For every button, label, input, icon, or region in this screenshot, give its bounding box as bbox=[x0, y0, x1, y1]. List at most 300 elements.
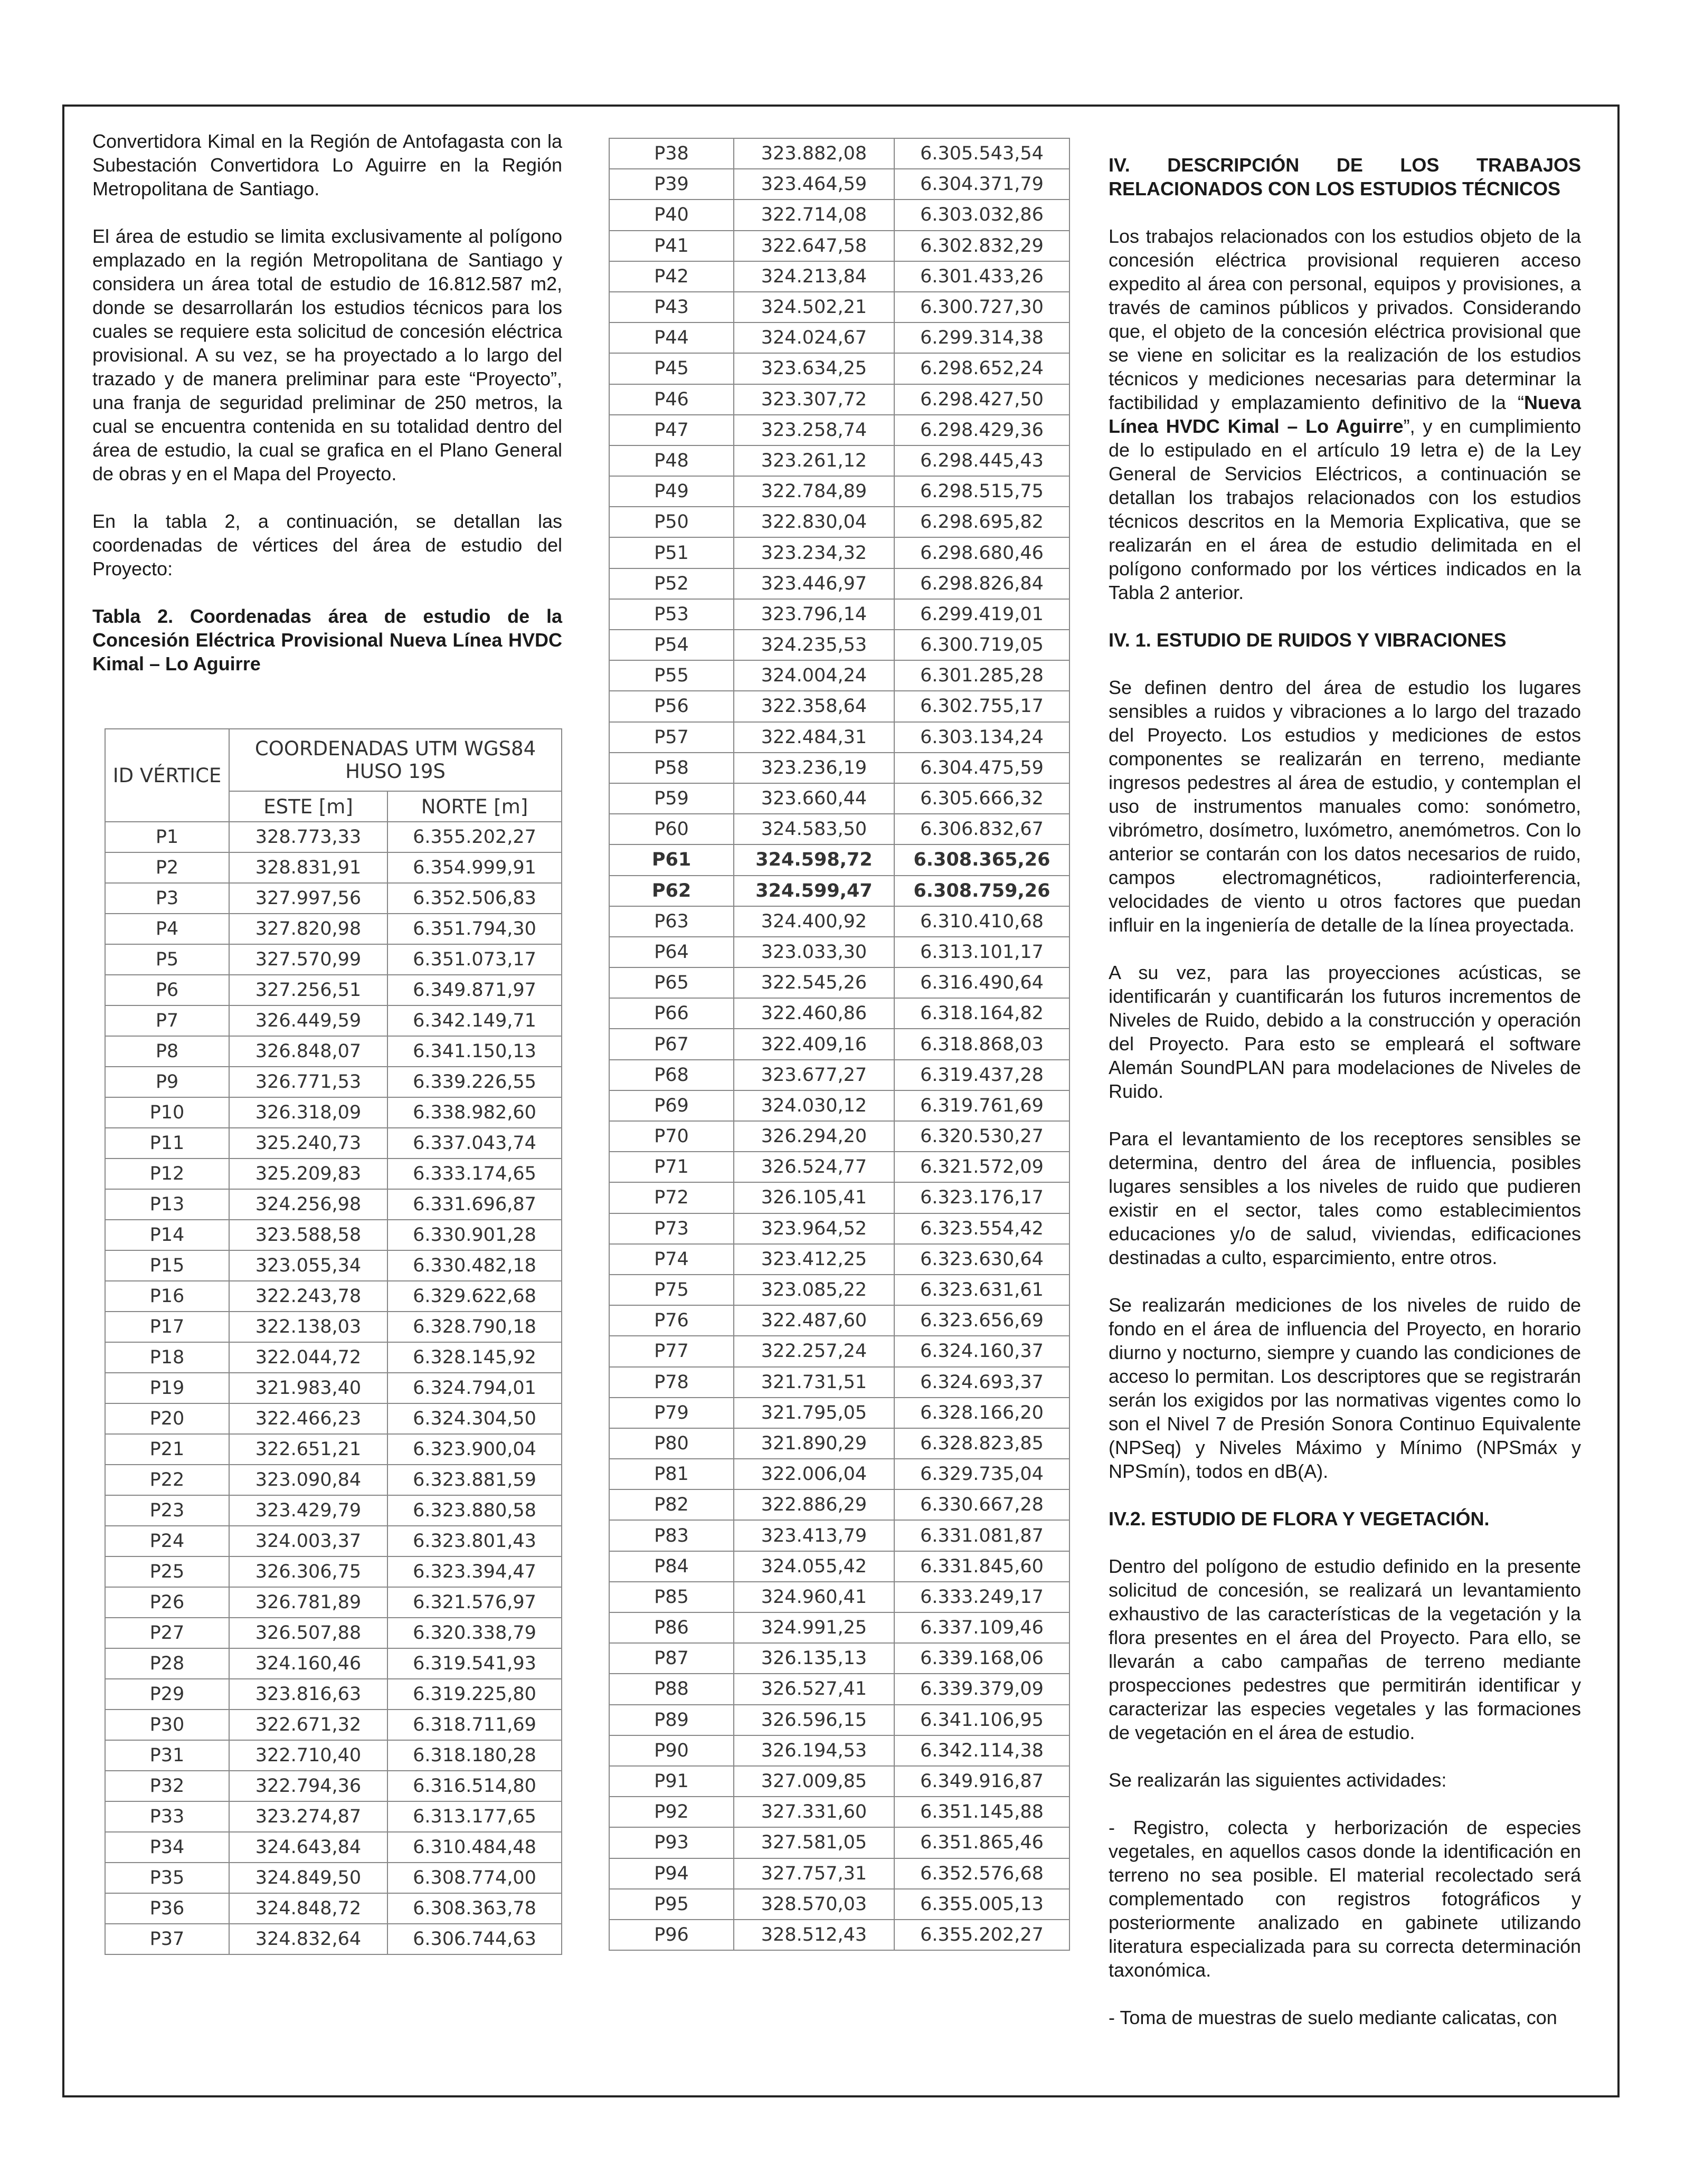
este-cell: 321.890,29 bbox=[734, 1428, 894, 1459]
este-cell: 327.820,98 bbox=[229, 914, 387, 944]
norte-cell: 6.328.823,85 bbox=[894, 1428, 1069, 1459]
table-row bbox=[609, 630, 1069, 660]
norte-cell: 6.304.475,59 bbox=[894, 753, 1069, 783]
vertex-id-cell: P9 bbox=[105, 1067, 229, 1097]
norte-cell: 6.319.761,69 bbox=[894, 1090, 1069, 1121]
vertex-id-cell: P4 bbox=[105, 914, 229, 944]
este-cell: 326.781,89 bbox=[229, 1587, 387, 1618]
norte-cell: 6.310.410,68 bbox=[894, 906, 1069, 937]
norte-cell: 6.329.735,04 bbox=[894, 1459, 1069, 1489]
este-cell: 326.524,77 bbox=[734, 1152, 894, 1182]
este-cell: 323.796,14 bbox=[734, 599, 894, 630]
table-row bbox=[105, 1832, 562, 1863]
vertex-id-cell: P1 bbox=[105, 822, 229, 852]
table-row bbox=[105, 1159, 562, 1189]
table-row bbox=[105, 852, 562, 883]
table-row bbox=[105, 1495, 562, 1526]
vertex-id-cell: P10 bbox=[105, 1097, 229, 1128]
vertex-id-cell: P32 bbox=[105, 1771, 229, 1801]
table-row bbox=[609, 783, 1069, 814]
norte-cell: 6.305.543,54 bbox=[894, 138, 1069, 169]
table-row bbox=[609, 1121, 1069, 1152]
table-row bbox=[105, 1465, 562, 1495]
left-column bbox=[92, 129, 562, 676]
este-cell: 326.294,20 bbox=[734, 1121, 894, 1152]
norte-cell: 6.355.202,27 bbox=[387, 822, 562, 852]
table-row bbox=[609, 1643, 1069, 1674]
norte-cell: 6.301.433,26 bbox=[894, 261, 1069, 292]
vertex-id-cell: P11 bbox=[105, 1128, 229, 1159]
este-cell: 326.527,41 bbox=[734, 1674, 894, 1704]
este-cell: 323.085,22 bbox=[734, 1275, 894, 1305]
norte-cell: 6.324.794,01 bbox=[387, 1373, 562, 1403]
vertex-id-cell: P24 bbox=[105, 1526, 229, 1556]
este-cell: 323.677,27 bbox=[734, 1060, 894, 1090]
table-row bbox=[609, 1459, 1069, 1489]
norte-cell: 6.323.631,61 bbox=[894, 1275, 1069, 1305]
table-row bbox=[609, 1336, 1069, 1366]
table-row bbox=[105, 1587, 562, 1618]
norte-cell: 6.351.794,30 bbox=[387, 914, 562, 944]
este-cell: 323.236,19 bbox=[734, 753, 894, 783]
norte-cell: 6.300.719,05 bbox=[894, 630, 1069, 660]
table-row bbox=[609, 599, 1069, 630]
norte-cell: 6.320.338,79 bbox=[387, 1618, 562, 1648]
este-cell: 326.771,53 bbox=[229, 1067, 387, 1097]
norte-cell: 6.313.101,17 bbox=[894, 937, 1069, 967]
table-row bbox=[609, 537, 1069, 568]
norte-cell: 6.298.826,84 bbox=[894, 568, 1069, 599]
table-row bbox=[609, 1889, 1069, 1920]
table-row bbox=[609, 660, 1069, 691]
este-cell: 324.055,42 bbox=[734, 1551, 894, 1582]
table-row bbox=[105, 1097, 562, 1128]
table-row bbox=[609, 1029, 1069, 1059]
vertex-id-cell: P8 bbox=[105, 1036, 229, 1067]
vertex-id-cell: P39 bbox=[609, 169, 734, 200]
right-column bbox=[1109, 153, 1581, 2029]
vertex-id-cell: P13 bbox=[105, 1189, 229, 1220]
norte-cell: 6.352.506,83 bbox=[387, 883, 562, 914]
norte-cell: 6.318.868,03 bbox=[894, 1029, 1069, 1059]
norte-cell: 6.321.576,97 bbox=[387, 1587, 562, 1618]
table-row bbox=[609, 844, 1069, 875]
norte-cell: 6.321.572,09 bbox=[894, 1152, 1069, 1182]
vertex-id-cell: P30 bbox=[105, 1710, 229, 1740]
norte-cell: 6.308.363,78 bbox=[387, 1893, 562, 1924]
vertex-id-cell: P14 bbox=[105, 1220, 229, 1250]
vertex-id-cell: P91 bbox=[609, 1766, 734, 1797]
table-row bbox=[609, 1275, 1069, 1305]
este-cell: 324.583,50 bbox=[734, 814, 894, 844]
vertex-id-cell: P7 bbox=[105, 1005, 229, 1036]
norte-cell: 6.330.667,28 bbox=[894, 1489, 1069, 1520]
vertex-id-cell: P16 bbox=[105, 1281, 229, 1312]
table-row bbox=[105, 1189, 562, 1220]
vertex-id-cell: P65 bbox=[609, 967, 734, 998]
vertex-id-cell: P25 bbox=[105, 1556, 229, 1587]
vertex-id-cell: P28 bbox=[105, 1648, 229, 1679]
vertex-id-cell: P42 bbox=[609, 261, 734, 292]
table-row bbox=[609, 1213, 1069, 1244]
works-text-project-name: Nueva Línea HVDC Kimal – Lo Aguirre bbox=[1109, 392, 1581, 437]
vertex-id-cell: P84 bbox=[609, 1551, 734, 1582]
table-row bbox=[609, 1766, 1069, 1797]
este-cell: 324.848,72 bbox=[229, 1893, 387, 1924]
norte-cell: 6.352.576,68 bbox=[894, 1858, 1069, 1889]
vertex-id-cell: P33 bbox=[105, 1801, 229, 1832]
vertex-id-cell: P47 bbox=[609, 415, 734, 445]
este-cell: 322.006,04 bbox=[734, 1459, 894, 1489]
norte-cell: 6.308.365,26 bbox=[894, 844, 1069, 875]
table-row bbox=[609, 1612, 1069, 1643]
paragraph-activity-registro: - Registro, colecta y herborización de especies vegetales, en aquellos casos donde la identificación en terreno no sea posible. El material recolectado será complementado con registros fotográficos y posteriormente analizado en gabinete utilizando literatura especializada para su correcta determinación taxonómica. bbox=[1109, 1817, 1581, 1981]
table-row bbox=[105, 1863, 562, 1893]
vertex-id-cell: P50 bbox=[609, 507, 734, 537]
norte-cell: 6.324.693,37 bbox=[894, 1367, 1069, 1398]
este-cell: 327.256,51 bbox=[229, 975, 387, 1005]
norte-cell: 6.349.871,97 bbox=[387, 975, 562, 1005]
vertex-id-cell: P37 bbox=[105, 1924, 229, 1954]
table-row bbox=[105, 975, 562, 1005]
este-cell: 327.009,85 bbox=[734, 1766, 894, 1797]
vertex-id-cell: P61 bbox=[609, 844, 734, 875]
este-cell: 324.598,72 bbox=[734, 844, 894, 875]
table-row bbox=[609, 169, 1069, 200]
vertex-id-cell: P56 bbox=[609, 691, 734, 721]
vertex-id-cell: P76 bbox=[609, 1305, 734, 1336]
table-row bbox=[609, 937, 1069, 967]
norte-cell: 6.303.134,24 bbox=[894, 722, 1069, 753]
table-row bbox=[609, 1060, 1069, 1090]
table-caption: Tabla 2. Coordenadas área de estudio de la Concesión Eléctrica Provisional Nueva Línea HVDC Kimal – Lo Aguirre bbox=[92, 605, 562, 675]
vertex-id-cell: P87 bbox=[609, 1643, 734, 1674]
este-cell: 326.306,75 bbox=[229, 1556, 387, 1587]
este-cell: 323.258,74 bbox=[734, 415, 894, 445]
vertex-id-cell: P48 bbox=[609, 445, 734, 476]
norte-cell: 6.333.249,17 bbox=[894, 1582, 1069, 1612]
vertex-id-cell: P53 bbox=[609, 599, 734, 630]
norte-cell: 6.323.176,17 bbox=[894, 1182, 1069, 1213]
norte-cell: 6.319.437,28 bbox=[894, 1060, 1069, 1090]
norte-cell: 6.323.900,04 bbox=[387, 1434, 562, 1465]
este-cell: 322.784,89 bbox=[734, 476, 894, 507]
table-row bbox=[609, 1551, 1069, 1582]
vertex-id-cell: P82 bbox=[609, 1489, 734, 1520]
norte-cell: 6.319.225,80 bbox=[387, 1679, 562, 1710]
este-cell: 322.460,86 bbox=[734, 998, 894, 1029]
este-cell: 322.647,58 bbox=[734, 231, 894, 261]
table-row bbox=[609, 1858, 1069, 1889]
este-cell: 322.710,40 bbox=[229, 1740, 387, 1771]
paragraph-acoustic-projections: A su vez, para las proyecciones acústicas, se identificarán y cuantificarán los futuros incrementos de Niveles de Ruido, debido a la construcción y operación del Proyecto. Para esto se empleará el software Alemán SoundPLAN para modelaciones de Niveles de Ruido. bbox=[1109, 962, 1581, 1102]
norte-cell: 6.308.774,00 bbox=[387, 1863, 562, 1893]
table-row bbox=[609, 967, 1069, 998]
table-row bbox=[609, 507, 1069, 537]
este-cell: 322.545,26 bbox=[734, 967, 894, 998]
vertex-id-cell: P79 bbox=[609, 1398, 734, 1428]
norte-cell: 6.306.832,67 bbox=[894, 814, 1069, 844]
norte-cell: 6.310.484,48 bbox=[387, 1832, 562, 1863]
este-cell: 323.261,12 bbox=[734, 445, 894, 476]
norte-cell: 6.299.419,01 bbox=[894, 599, 1069, 630]
table-row bbox=[105, 883, 562, 914]
norte-cell: 6.355.202,27 bbox=[894, 1920, 1069, 1950]
coordinates-table-part1 bbox=[105, 728, 562, 1955]
vertex-id-cell: P81 bbox=[609, 1459, 734, 1489]
vertex-id-cell: P15 bbox=[105, 1250, 229, 1281]
table-row bbox=[105, 1801, 562, 1832]
norte-cell: 6.298.652,24 bbox=[894, 353, 1069, 384]
norte-cell: 6.339.168,06 bbox=[894, 1643, 1069, 1674]
este-cell: 323.412,25 bbox=[734, 1244, 894, 1275]
paragraph-noise-study: Se definen dentro del área de estudio los lugares sensibles a ruidos y vibraciones a lo largo del trazado del Proyecto. Los estudios y mediciones de estos componentes se realizarán en terreno, mediante ingresos pedestres al área de estudio, y contemplan el uso de instrumentos manuales como: sonómetro, vibrómetro, dosímetro, luxómetro, anemómetros. Con lo anterior se contarán con los datos necesarios de ruido, campos electromagnéticos, radiointerferencia, velocidades de viento u otros factores que puedan influir en la ingeniería de detalle de la línea proyectada. bbox=[1109, 677, 1581, 936]
este-cell: 328.773,33 bbox=[229, 822, 387, 852]
norte-cell: 6.351.073,17 bbox=[387, 944, 562, 975]
norte-cell: 6.318.164,82 bbox=[894, 998, 1069, 1029]
vertex-id-cell: P5 bbox=[105, 944, 229, 975]
vertex-id-cell: P45 bbox=[609, 353, 734, 384]
vertex-id-cell: P41 bbox=[609, 231, 734, 261]
vertex-id-cell: P89 bbox=[609, 1705, 734, 1735]
table-row bbox=[609, 1489, 1069, 1520]
table-row bbox=[105, 1220, 562, 1250]
vertex-id-cell: P67 bbox=[609, 1029, 734, 1059]
vertex-id-cell: P20 bbox=[105, 1403, 229, 1434]
paragraph-study-area: El área de estudio se limita exclusivamente al polígono emplazado en la región Metropolitana de Santiago y considera un área total de estudio de 16.812.587 m2, donde se desarrollarán los estudios técnicos para los cuales se requiere esta solicitud de concesión eléctrica provisional. A su vez, se ha proyectado a lo largo del trazado y de manera preliminar para este “Proyecto”, una franja de seguridad preliminar de 250 metros, la cual se encuentra contenida en su totalidad dentro del área de estudio, la cual se grafica en el Plano General de obras y en el Mapa del Proyecto. bbox=[92, 225, 562, 485]
table-row bbox=[609, 1582, 1069, 1612]
table-row bbox=[609, 415, 1069, 445]
norte-cell: 6.337.043,74 bbox=[387, 1128, 562, 1159]
este-cell: 326.507,88 bbox=[229, 1618, 387, 1648]
table-row bbox=[105, 1250, 562, 1281]
table-row bbox=[609, 1674, 1069, 1704]
este-cell: 323.882,08 bbox=[734, 138, 894, 169]
este-cell: 322.466,23 bbox=[229, 1403, 387, 1434]
norte-cell: 6.349.916,87 bbox=[894, 1766, 1069, 1797]
norte-cell: 6.331.081,87 bbox=[894, 1520, 1069, 1551]
table-row bbox=[105, 1556, 562, 1587]
table-row bbox=[105, 1036, 562, 1067]
este-cell: 324.400,92 bbox=[734, 906, 894, 937]
vertex-id-cell: P22 bbox=[105, 1465, 229, 1495]
este-cell: 322.830,04 bbox=[734, 507, 894, 537]
table-row bbox=[105, 1771, 562, 1801]
vertex-id-cell: P62 bbox=[609, 876, 734, 906]
table-row bbox=[105, 1618, 562, 1648]
este-cell: 326.449,59 bbox=[229, 1005, 387, 1036]
vertex-id-cell: P18 bbox=[105, 1342, 229, 1373]
table-row bbox=[609, 814, 1069, 844]
vertex-id-cell: P58 bbox=[609, 753, 734, 783]
vertex-id-cell: P44 bbox=[609, 322, 734, 353]
este-cell: 323.033,30 bbox=[734, 937, 894, 967]
norte-cell: 6.300.727,30 bbox=[894, 292, 1069, 322]
table-row bbox=[105, 1679, 562, 1710]
vertex-id-cell: P17 bbox=[105, 1312, 229, 1342]
este-cell: 324.213,84 bbox=[734, 261, 894, 292]
header-id-vertice: ID VÉRTICE bbox=[105, 729, 229, 822]
vertex-id-cell: P36 bbox=[105, 1893, 229, 1924]
table-row bbox=[609, 200, 1069, 230]
table-row bbox=[105, 1312, 562, 1342]
norte-cell: 6.313.177,65 bbox=[387, 1801, 562, 1832]
este-cell: 324.502,21 bbox=[734, 292, 894, 322]
norte-cell: 6.331.696,87 bbox=[387, 1189, 562, 1220]
este-cell: 323.234,32 bbox=[734, 537, 894, 568]
paragraph-activity-muestras: - Toma de muestras de suelo mediante calicatas, con bbox=[1109, 2007, 1557, 2028]
este-cell: 324.849,50 bbox=[229, 1863, 387, 1893]
norte-cell: 6.298.515,75 bbox=[894, 476, 1069, 507]
vertex-id-cell: P75 bbox=[609, 1275, 734, 1305]
vertex-id-cell: P31 bbox=[105, 1740, 229, 1771]
norte-cell: 6.318.711,69 bbox=[387, 1710, 562, 1740]
table-row bbox=[609, 1705, 1069, 1735]
este-cell: 322.487,60 bbox=[734, 1305, 894, 1336]
norte-cell: 6.323.630,64 bbox=[894, 1244, 1069, 1275]
vertex-id-cell: P80 bbox=[609, 1428, 734, 1459]
norte-cell: 6.320.530,27 bbox=[894, 1121, 1069, 1152]
este-cell: 324.030,12 bbox=[734, 1090, 894, 1121]
table-row bbox=[609, 998, 1069, 1029]
este-cell: 328.512,43 bbox=[734, 1920, 894, 1950]
norte-cell: 6.339.226,55 bbox=[387, 1067, 562, 1097]
paragraph-flora-study: Dentro del polígono de estudio definido en la presente solicitud de concesión, se realizará un levantamiento exhaustivo de las características de la vegetación y la flora presentes en el área del Proyecto. Para ello, se llevarán a cabo campañas de terreno mediante prospecciones pedestres que permitirán identificar y caracterizar las especies vegetales y las formaciones de vegetación en el área de estudio. bbox=[1109, 1555, 1581, 1743]
vertex-id-cell: P94 bbox=[609, 1858, 734, 1889]
table-row bbox=[105, 1434, 562, 1465]
vertex-id-cell: P55 bbox=[609, 660, 734, 691]
norte-cell: 6.298.429,36 bbox=[894, 415, 1069, 445]
norte-cell: 6.330.901,28 bbox=[387, 1220, 562, 1250]
section-heading-iv-2: IV.2. ESTUDIO DE FLORA Y VEGETACIÓN. bbox=[1109, 1508, 1490, 1530]
table-row bbox=[105, 914, 562, 944]
table-row bbox=[609, 568, 1069, 599]
vertex-id-cell: P95 bbox=[609, 1889, 734, 1920]
norte-cell: 6.323.801,43 bbox=[387, 1526, 562, 1556]
norte-cell: 6.303.032,86 bbox=[894, 200, 1069, 230]
norte-cell: 6.298.445,43 bbox=[894, 445, 1069, 476]
norte-cell: 6.342.149,71 bbox=[387, 1005, 562, 1036]
norte-cell: 6.328.145,92 bbox=[387, 1342, 562, 1373]
vertex-id-cell: P51 bbox=[609, 537, 734, 568]
table-row bbox=[609, 1367, 1069, 1398]
table-row bbox=[105, 1403, 562, 1434]
este-cell: 322.886,29 bbox=[734, 1489, 894, 1520]
table-row bbox=[609, 445, 1069, 476]
table-row bbox=[609, 1090, 1069, 1121]
este-cell: 322.671,32 bbox=[229, 1710, 387, 1740]
vertex-id-cell: P96 bbox=[609, 1920, 734, 1950]
table-row bbox=[105, 1373, 562, 1403]
vertex-id-cell: P34 bbox=[105, 1832, 229, 1863]
table-row bbox=[609, 722, 1069, 753]
vertex-id-cell: P21 bbox=[105, 1434, 229, 1465]
este-cell: 324.991,25 bbox=[734, 1612, 894, 1643]
norte-cell: 6.341.150,13 bbox=[387, 1036, 562, 1067]
este-cell: 324.960,41 bbox=[734, 1582, 894, 1612]
vertex-id-cell: P63 bbox=[609, 906, 734, 937]
este-cell: 323.429,79 bbox=[229, 1495, 387, 1526]
works-text-c: ”, y en cumplimiento de lo estipulado en el artículo 19 letra e) de la Ley General de Servicios Eléctricos, a continuación se detallan los trabajos relacionados con los estudios técnicos descritos en la Memoria Explicativa, que se realizarán en el área de estudio delimitada en el polígono conformado por los vértices indicados en la Tabla 2 anterior. bbox=[1109, 415, 1582, 603]
este-cell: 326.135,13 bbox=[734, 1643, 894, 1674]
norte-cell: 6.302.755,17 bbox=[894, 691, 1069, 721]
este-cell: 326.848,07 bbox=[229, 1036, 387, 1067]
vertex-id-cell: P70 bbox=[609, 1121, 734, 1152]
table-row bbox=[609, 292, 1069, 322]
vertex-id-cell: P35 bbox=[105, 1863, 229, 1893]
este-cell: 324.024,67 bbox=[734, 322, 894, 353]
norte-cell: 6.299.314,38 bbox=[894, 322, 1069, 353]
este-cell: 328.570,03 bbox=[734, 1889, 894, 1920]
este-cell: 323.964,52 bbox=[734, 1213, 894, 1244]
table-row bbox=[609, 876, 1069, 906]
vertex-id-cell: P29 bbox=[105, 1679, 229, 1710]
norte-cell: 6.338.982,60 bbox=[387, 1097, 562, 1128]
table-row bbox=[609, 1182, 1069, 1213]
vertex-id-cell: P54 bbox=[609, 630, 734, 660]
norte-cell: 6.323.394,47 bbox=[387, 1556, 562, 1587]
table-row bbox=[609, 753, 1069, 783]
header-este: ESTE [m] bbox=[229, 791, 387, 822]
vertex-id-cell: P85 bbox=[609, 1582, 734, 1612]
norte-cell: 6.351.865,46 bbox=[894, 1827, 1069, 1858]
este-cell: 324.004,24 bbox=[734, 660, 894, 691]
norte-cell: 6.339.379,09 bbox=[894, 1674, 1069, 1704]
vertex-id-cell: P27 bbox=[105, 1618, 229, 1648]
este-cell: 328.831,91 bbox=[229, 852, 387, 883]
coordinates-body-part2 bbox=[609, 138, 1069, 1950]
norte-cell: 6.304.371,79 bbox=[894, 169, 1069, 200]
este-cell: 322.044,72 bbox=[229, 1342, 387, 1373]
table-row bbox=[609, 1244, 1069, 1275]
vertex-id-cell: P3 bbox=[105, 883, 229, 914]
este-cell: 326.596,15 bbox=[734, 1705, 894, 1735]
norte-cell: 6.306.744,63 bbox=[387, 1924, 562, 1954]
norte-cell: 6.298.680,46 bbox=[894, 537, 1069, 568]
norte-cell: 6.308.759,26 bbox=[894, 876, 1069, 906]
este-cell: 323.816,63 bbox=[229, 1679, 387, 1710]
table-row bbox=[105, 1281, 562, 1312]
table-row bbox=[105, 1710, 562, 1740]
vertex-id-cell: P64 bbox=[609, 937, 734, 967]
este-cell: 325.240,73 bbox=[229, 1128, 387, 1159]
este-cell: 323.274,87 bbox=[229, 1801, 387, 1832]
este-cell: 322.651,21 bbox=[229, 1434, 387, 1465]
este-cell: 321.983,40 bbox=[229, 1373, 387, 1403]
table-row bbox=[609, 1398, 1069, 1428]
table-row bbox=[105, 1005, 562, 1036]
este-cell: 324.003,37 bbox=[229, 1526, 387, 1556]
vertex-id-cell: P90 bbox=[609, 1735, 734, 1766]
este-cell: 323.464,59 bbox=[734, 169, 894, 200]
table-row bbox=[105, 1128, 562, 1159]
table-row bbox=[105, 1893, 562, 1924]
vertex-id-cell: P26 bbox=[105, 1587, 229, 1618]
table-row bbox=[609, 476, 1069, 507]
vertex-id-cell: P23 bbox=[105, 1495, 229, 1526]
este-cell: 322.358,64 bbox=[734, 691, 894, 721]
coordinates-body-part1 bbox=[105, 822, 562, 1954]
coordinates-table-part2 bbox=[609, 138, 1070, 1951]
vertex-id-cell: P52 bbox=[609, 568, 734, 599]
table-row bbox=[105, 1526, 562, 1556]
este-cell: 322.243,78 bbox=[229, 1281, 387, 1312]
norte-cell: 6.302.832,29 bbox=[894, 231, 1069, 261]
norte-cell: 6.331.845,60 bbox=[894, 1551, 1069, 1582]
este-cell: 323.588,58 bbox=[229, 1220, 387, 1250]
norte-cell: 6.351.145,88 bbox=[894, 1797, 1069, 1827]
norte-cell: 6.324.160,37 bbox=[894, 1336, 1069, 1366]
